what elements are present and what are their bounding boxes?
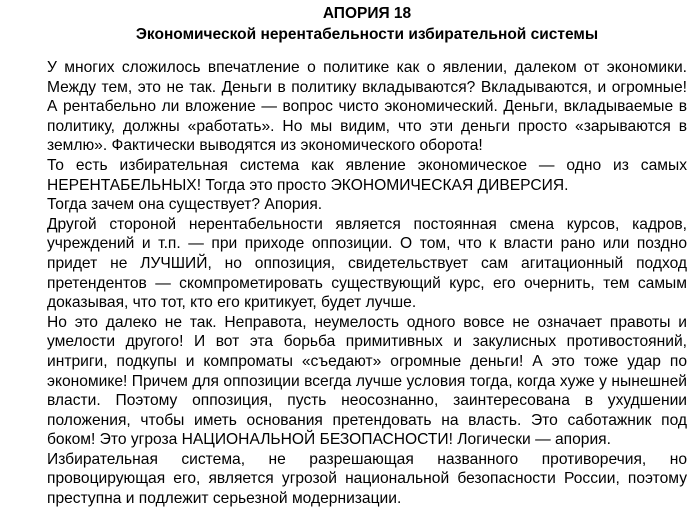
document-title: АПОРИЯ 18 <box>322 5 412 22</box>
paragraph: Но это далеко не так. Неправота, неумелость одного вовсе не означает правоты и умелости другого! И вот эта борьба примитивных и закулисных противостояний, интриги, подкупы и компроматы «съедают» огромные деньги! А это тоже удар по экономике! Причем для оппозиции всегда лучше условия тогда, когда хуже у нынешней власти. Поэтому оппозиция, пусть неосознанно, заинтересована в ухудшении положения, чтобы иметь основания претендовать на власть. Это саботажник под боком! Это угроза НАЦИОНАЛЬНОЙ БЕЗОПАСНОСТИ! Логически — апория. <box>47 313 687 449</box>
paragraph: Избирательная система, не разрешающая названного противоречия, но провоцирующая его, является угрозой национальной безопасности России, поэтому преступна и подлежит серьезной модернизации. <box>47 450 687 508</box>
paragraph: Тогда зачем она существует? Апория. <box>47 196 323 214</box>
paragraph: То есть избирательная система как явление экономическое — одно из самых НЕРЕНТАБЕЛЬНЫХ! Тогда это просто ЭКОНОМИЧЕСКАЯ ДИВЕРСИЯ. <box>47 156 687 194</box>
document-page <box>47 4 687 509</box>
document-body <box>47 58 687 509</box>
paragraph: Другой стороной нерентабельности является постоянная смена курсов, кадров, учреждений и т.п. — при приходе оппозиции. О том, что к власти рано или поздно придет не ЛУЧШИЙ, но оппозиция, свидетельствует сам агитационный подход претендентов — скомпрометировать существующий курс, его очернить, тем самым доказывая, что тот, кто его критикует, будет лучше. <box>47 215 687 312</box>
paragraph: У многих сложилось впечатление о политике как о явлении, далеком от экономики. Между тем, это не так. Деньги в политику вкладываются? Вкладываются, и огромные! А рентабельно ли вложение — вопрос чисто экономический. Деньги, вкладываемые в политику, должны «работать». Но мы видим, что эти деньги просто «зарываются в землю». Фактически выводятся из экономического оборота! <box>47 59 687 155</box>
document-subtitle: Экономической нерентабельности избирательной системы <box>135 26 599 43</box>
